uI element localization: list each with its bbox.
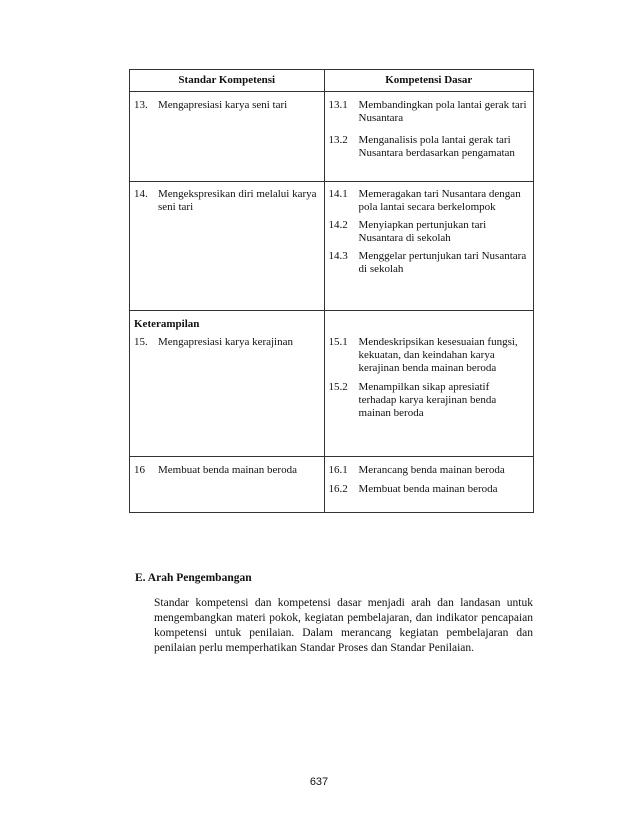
sk-number: 15. [134,336,148,348]
keterampilan-heading: Keterampilan [134,318,200,330]
kd-number: 14.3 [328,250,348,262]
kd-number: 14.1 [328,188,348,200]
sk-text: Mengapresiasi karya kerajinan [158,336,293,348]
sk-number: 13. [134,99,148,111]
kd-text: Membuat benda mainan beroda [358,483,498,495]
sk-cell [130,457,325,513]
kd-number: 13.2 [328,134,348,146]
kd-text: Membandingkan pola lantai gerak tari Nusantara [358,99,527,124]
kd-cell [324,182,533,311]
kd-text: Menganalisis pola lantai gerak tari Nusantara berdasarkan pengamatan [358,134,515,159]
table-row [130,311,534,457]
kd-text: Merancang benda mainan beroda [358,464,505,476]
section-title: E. Arah Pengembangan [135,572,252,584]
sk-cell [130,92,325,182]
kd-text: Memeragakan tari Nusantara dengan pola lantai secara berkelompok [358,188,521,213]
table-header-row [130,70,534,92]
kd-text: Menampilkan sikap apresiatif terhadap karya kerajinan benda mainan beroda [358,381,497,419]
table-row [130,92,534,182]
sk-cell [130,311,325,457]
kd-number: 14.2 [328,219,348,231]
kd-number: 13.1 [328,99,348,111]
header-standar-kompetensi: Standar Kompetensi [130,70,325,92]
competency-table [129,69,534,513]
kd-cell [324,92,533,182]
kd-number: 16.2 [328,483,348,495]
sk-text: Mengekspresikan diri melalui karya seni tari [158,188,317,213]
sk-text: Membuat benda mainan beroda [158,464,297,476]
kd-cell [324,457,533,513]
sk-number: 16 [134,464,145,476]
kd-text: Menggelar pertunjukan tari Nusantara di sekolah [358,250,527,275]
sk-number: 14. [134,188,148,200]
kd-cell [324,311,533,457]
page-number: 637 [309,776,329,788]
kd-number: 15.2 [328,381,348,393]
header-kompetensi-dasar: Kompetensi Dasar [324,70,533,92]
section-body: Standar kompetensi dan kompetensi dasar menjadi arah dan landasan untuk mengembangkan materi pokok, kegiatan pembelajaran, dan indikator pencapaian kompetensi untuk penilaian. Dalam merancang kegiatan pembelajaran dan penilaian perlu memperhatikan Standar Proses dan Standar Penilaian. [154,597,533,654]
table-row [130,457,534,513]
table-row [130,182,534,311]
kd-number: 16.1 [328,464,348,476]
kd-number: 15.1 [328,336,348,348]
arah-pengembangan-section [135,572,533,656]
sk-text: Mengapresiasi karya seni tari [158,99,288,111]
sk-cell [130,182,325,311]
kd-text: Menyiapkan pertunjukan tari Nusantara di sekolah [358,219,487,244]
kd-text: Mendeskripsikan kesesuaian fungsi, kekuatan, dan keindahan karya kerajinan benda mainan beroda [358,336,518,374]
